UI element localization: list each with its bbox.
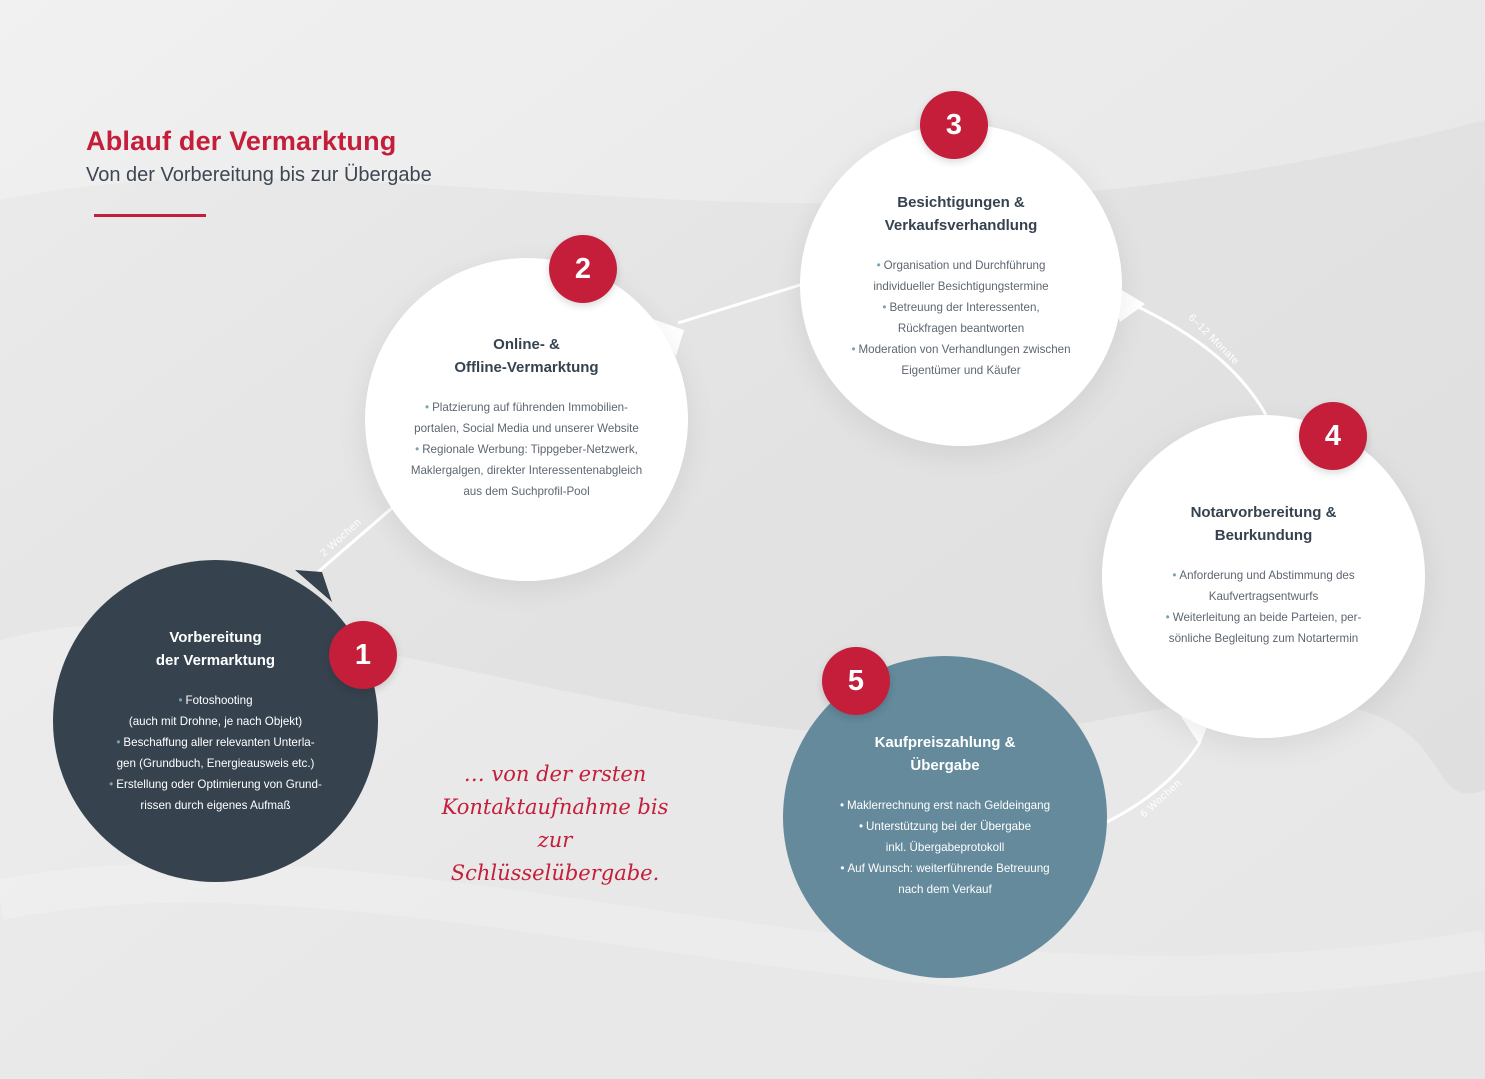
list-item xyxy=(53,774,378,816)
list-item-text: gen (Grundbuch, Energieausweis etc.) xyxy=(116,757,315,770)
step-4-title-line: Beurkundung xyxy=(1214,527,1313,544)
step-2-list xyxy=(365,397,688,502)
page-title: Ablauf der Vermarktung xyxy=(86,126,397,156)
list-item xyxy=(783,795,1107,816)
step-2-title xyxy=(365,333,688,379)
step-3-circle xyxy=(800,124,1122,446)
bullet-icon: • xyxy=(851,343,856,356)
list-item xyxy=(1102,607,1425,649)
step-4-badge: 4 xyxy=(1299,402,1367,470)
list-item xyxy=(800,297,1122,339)
tagline-line: … von der ersten xyxy=(463,762,647,786)
bullet-icon: • xyxy=(1172,569,1177,582)
step-3-title xyxy=(800,191,1122,237)
list-item xyxy=(783,858,1107,900)
list-item-text: Platzierung auf führenden Immobilien- xyxy=(432,401,628,414)
tagline-line: Kontaktaufnahme bis zur xyxy=(441,795,669,852)
duration-label-3: 6 Wochen xyxy=(1137,777,1184,821)
list-item xyxy=(53,732,378,774)
page-subtitle: Von der Vorbereitung bis zur Übergabe xyxy=(86,164,432,186)
list-item xyxy=(800,255,1122,297)
list-item-text: Maklerrechnung erst nach Geldeingang xyxy=(847,799,1051,812)
step-1-title-line: Vorbereitung xyxy=(169,629,262,646)
step-1-title-line: der Vermarktung xyxy=(155,652,276,669)
step-2-title-line: Offline-Vermarktung xyxy=(454,359,599,376)
step-1-list xyxy=(53,690,378,816)
list-item xyxy=(365,439,688,502)
step-5-title-line: Kaufpreiszahlung & xyxy=(874,734,1016,751)
step-5-badge: 5 xyxy=(822,647,890,715)
list-item-text: aus dem Suchprofil-Pool xyxy=(463,485,590,498)
bullet-icon: • xyxy=(876,259,881,272)
list-item-text: Anforderung und Abstimmung des xyxy=(1179,569,1355,582)
step-1-badge: 1 xyxy=(329,621,397,689)
list-item xyxy=(800,339,1122,381)
duration-label-1: 2 Wochen xyxy=(317,516,364,560)
list-item-text: Fotoshooting xyxy=(185,694,253,707)
list-item-text: rissen durch eigenes Aufmaß xyxy=(140,799,291,812)
list-item-text: Weiterleitung an beide Parteien, per- xyxy=(1172,611,1362,624)
step-3-title-line: Verkaufsverhandlung xyxy=(884,217,1038,234)
step-4-circle xyxy=(1102,415,1425,738)
list-item xyxy=(1102,565,1425,607)
list-item-text: Regionale Werbung: Tippgeber-Netzwerk, xyxy=(422,443,638,456)
list-item-text: Auf Wunsch: weiterführende Betreuung xyxy=(847,862,1050,875)
step-2-circle xyxy=(365,258,688,581)
bullet-icon: • xyxy=(839,799,845,812)
step-5-title xyxy=(783,731,1107,777)
bullet-icon: • xyxy=(858,820,864,833)
list-item-text: Unterstützung bei der Übergabe xyxy=(866,820,1032,833)
list-item-text: individueller Besichtigungstermine xyxy=(873,280,1049,293)
bullet-icon: • xyxy=(415,443,420,456)
step-3-list xyxy=(800,255,1122,381)
bullet-icon: • xyxy=(116,736,121,749)
list-item-text: inkl. Übergabeprotokoll xyxy=(885,841,1005,854)
step-4-list xyxy=(1102,565,1425,649)
list-item-text: Rückfragen beantworten xyxy=(897,322,1025,335)
list-item xyxy=(53,690,378,732)
list-item-text: Organisation und Durchführung xyxy=(883,259,1046,272)
bullet-icon: • xyxy=(178,694,183,707)
step-2-badge: 2 xyxy=(549,235,617,303)
list-item-text: Kaufvertragsentwurfs xyxy=(1208,590,1319,603)
step-4-title-line: Notarvorbereitung & xyxy=(1190,504,1337,521)
list-item-text: Erstellung oder Optimierung von Grund- xyxy=(116,778,322,791)
step-5-list xyxy=(783,795,1107,900)
list-item-text: Eigentümer und Käufer xyxy=(901,364,1021,377)
list-item-text: sönliche Begleitung zum Notartermin xyxy=(1168,632,1359,645)
step-5-title-line: Übergabe xyxy=(910,757,980,774)
step-4-title xyxy=(1102,501,1425,547)
tagline-line: Schlüsselübergabe. xyxy=(450,861,660,885)
list-item-text: nach dem Verkauf xyxy=(898,883,992,896)
list-item-text: Moderation von Verhandlungen zwischen xyxy=(858,343,1071,356)
bullet-icon: • xyxy=(109,778,114,791)
bullet-icon: • xyxy=(882,301,887,314)
title-underline xyxy=(94,214,206,217)
list-item-text: (auch mit Drohne, je nach Objekt) xyxy=(128,715,303,728)
list-item xyxy=(783,816,1107,858)
step-1-circle xyxy=(53,560,378,882)
list-item xyxy=(365,397,688,439)
list-item-text: Maklergalgen, direkter Interessentenabgleich xyxy=(410,464,643,477)
bullet-icon: • xyxy=(1165,611,1170,624)
list-item-text: Betreuung der Interessenten, xyxy=(889,301,1040,314)
duration-label-2: 6–12 Monate xyxy=(1185,311,1242,368)
bullet-icon: • xyxy=(840,862,845,875)
list-item-text: portalen, Social Media und unserer Website xyxy=(414,422,639,435)
step-3-badge: 3 xyxy=(920,91,988,159)
step-3-title-line: Besichtigungen & xyxy=(897,194,1025,211)
step-2-title-line: Online- & xyxy=(493,336,560,353)
list-item-text: Beschaffung aller relevanten Unterla- xyxy=(123,736,315,749)
tagline xyxy=(430,758,680,890)
bullet-icon: • xyxy=(425,401,430,414)
